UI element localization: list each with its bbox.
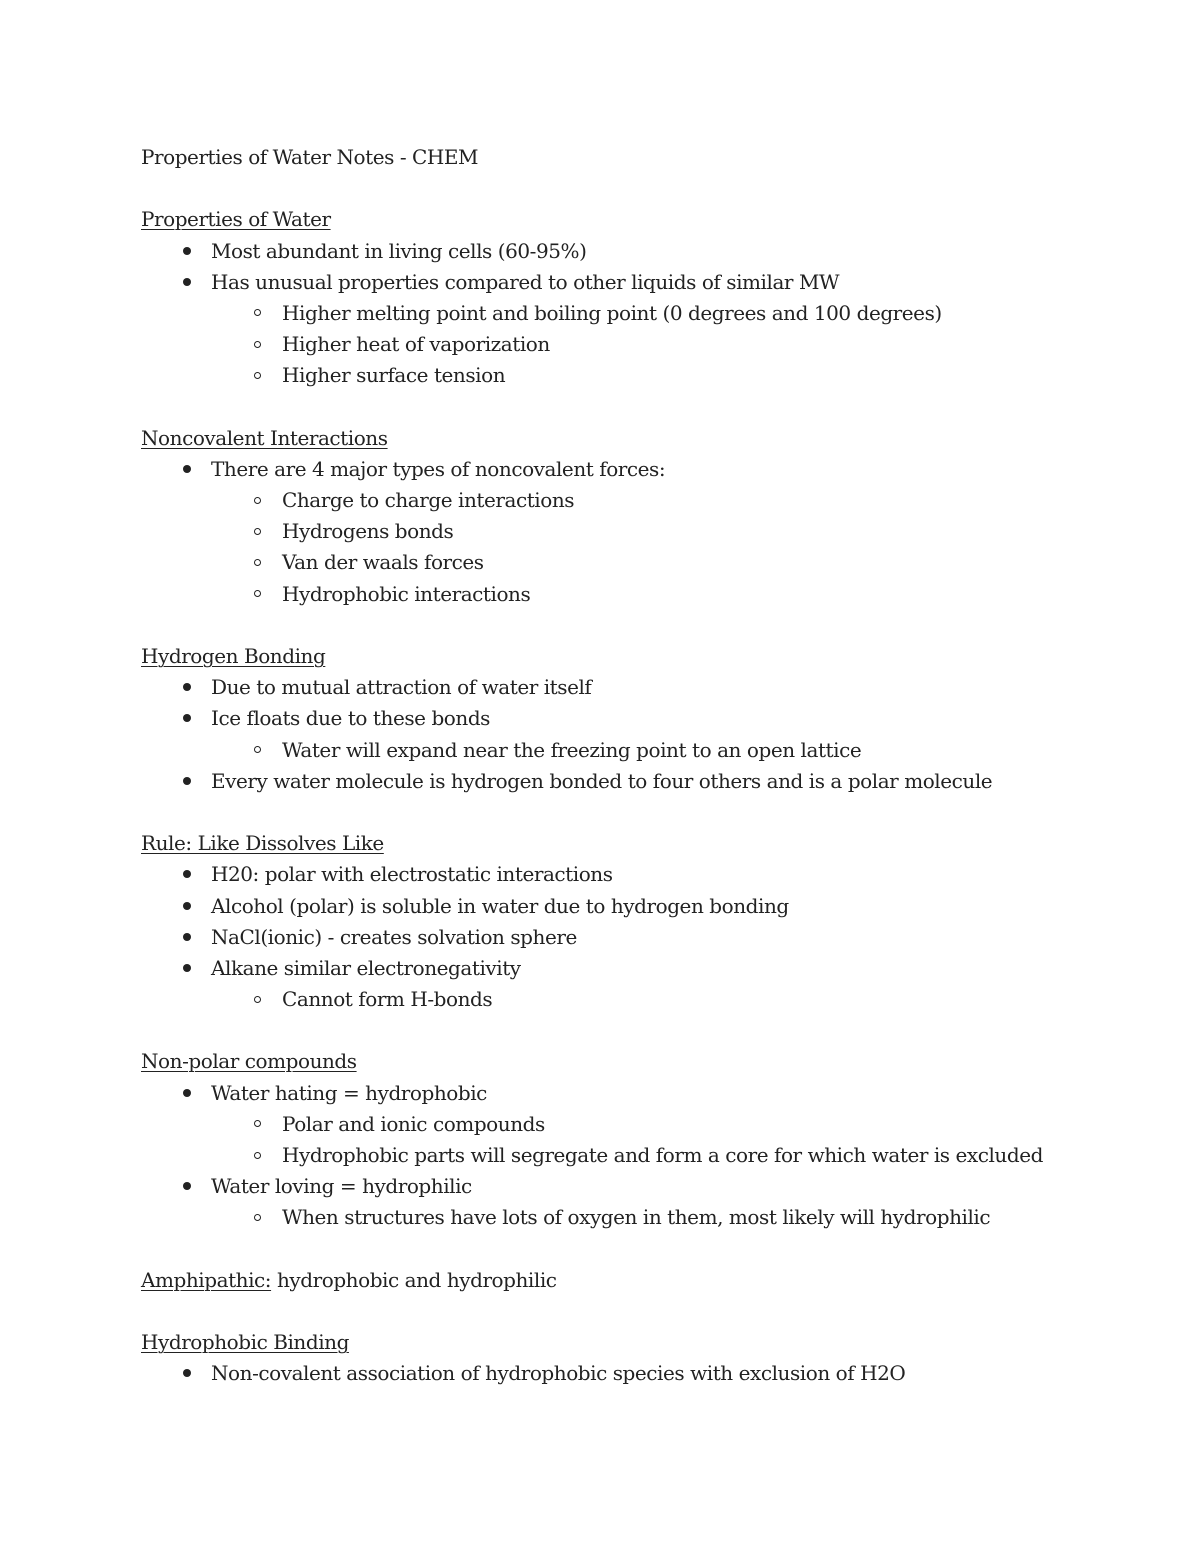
heading-text: Properties of Water	[141, 207, 331, 232]
sub-list-item-text: Higher surface tension	[282, 363, 506, 388]
amphipathic-line	[141, 1265, 1141, 1296]
section-heading-nonpolar	[141, 1046, 1141, 1077]
sub-list-item	[141, 360, 1141, 391]
heading-text: Noncovalent Interactions	[141, 425, 388, 450]
bullet-dot-icon	[177, 1171, 197, 1202]
list-item-text: There are 4 major types of noncovalent forces:	[211, 456, 666, 481]
heading-text: Amphipathic:	[141, 1267, 272, 1292]
spacer	[141, 1296, 1141, 1327]
sub-list-item	[141, 298, 1141, 329]
section-heading-hydrophobic-binding	[141, 1327, 1141, 1358]
list-item-text: Water loving = hydrophilic	[211, 1174, 472, 1199]
section-heading-hydrogen-bonding	[141, 641, 1141, 672]
sub-list-item	[141, 1109, 1141, 1140]
bullet-dot-icon	[177, 454, 197, 485]
list-item	[141, 267, 1141, 298]
bullet-dot-icon	[177, 672, 197, 703]
bullet-ring-icon	[247, 1109, 267, 1140]
list-item	[141, 1358, 1141, 1389]
heading-text: Hydrogen Bonding	[141, 644, 326, 668]
sub-list-item	[141, 735, 1141, 766]
spacer	[141, 797, 1141, 828]
sub-list-item-text: Charge to charge interactions	[282, 488, 575, 513]
bullet-ring-icon	[247, 360, 267, 391]
sub-list-item-text: Higher melting point and boiling point (0 degrees and 100 degrees)	[282, 300, 942, 325]
bullet-ring-icon	[247, 1202, 267, 1233]
sub-list-item	[141, 1140, 1141, 1171]
list-item-text: NaCl(ionic) - creates solvation sphere	[211, 924, 577, 949]
section-heading-noncovalent	[141, 423, 1141, 454]
bullet-ring-icon	[247, 298, 267, 329]
list-item	[141, 922, 1141, 953]
sub-list-item-text: Hydrophobic parts will segregate and form a core for which water is excluded	[282, 1143, 1043, 1167]
list-item-text: Alcohol (polar) is soluble in water due to hydrogen bonding	[211, 893, 789, 918]
amphipathic-definition: hydrophobic and hydrophilic	[271, 1267, 557, 1292]
bullet-ring-icon	[247, 1140, 267, 1171]
list-item	[141, 1078, 1141, 1109]
section-heading-rule	[141, 828, 1141, 859]
sub-list-item-text: Hydrogens bonds	[282, 519, 454, 544]
sub-list-item-text: Water will expand near the freezing point to an open lattice	[282, 737, 862, 762]
sub-list-item-text: Van der waals forces	[282, 550, 484, 575]
bullet-ring-icon	[247, 984, 267, 1015]
list-item-text: Most abundant in living cells (60-95%)	[211, 238, 587, 263]
sub-list-item	[141, 547, 1141, 578]
bullet-ring-icon	[247, 329, 267, 360]
document-page	[141, 142, 1141, 1390]
spacer	[141, 610, 1141, 641]
sub-list-item-text: Polar and ionic compounds	[282, 1111, 545, 1136]
list-item-text: Every water molecule is hydrogen bonded to four others and is a polar molecule	[211, 768, 993, 793]
sub-list-item	[141, 485, 1141, 516]
sub-list-item	[141, 579, 1141, 610]
bullet-dot-icon	[177, 891, 197, 922]
sub-list-item	[141, 984, 1141, 1015]
bullet-dot-icon	[177, 1358, 197, 1389]
list-item	[141, 1171, 1141, 1202]
sub-list-item	[141, 1202, 1141, 1233]
list-item-text: H20: polar with electrostatic interactions	[211, 862, 613, 887]
spacer	[141, 1234, 1141, 1265]
sub-list-item	[141, 329, 1141, 360]
heading-text: Non-polar compounds	[141, 1049, 357, 1074]
spacer	[141, 1015, 1141, 1046]
sub-list-item-text: Higher heat of vaporization	[282, 332, 550, 357]
list-item	[141, 953, 1141, 984]
list-item	[141, 766, 1141, 797]
list-item	[141, 672, 1141, 703]
bullet-dot-icon	[177, 1078, 197, 1109]
list-item-text: Water hating = hydrophobic	[211, 1080, 487, 1105]
list-item-text: Ice floats due to these bonds	[211, 706, 490, 731]
list-item-text: Has unusual properties compared to other liquids of similar MW	[211, 269, 840, 294]
heading-text: Rule: Like Dissolves Like	[141, 831, 384, 856]
sub-list-item-text: Cannot form H-bonds	[282, 987, 493, 1012]
document-title: Properties of Water Notes - CHEM	[141, 145, 479, 169]
list-item-text: Alkane similar electronegativity	[211, 955, 521, 980]
sub-list-item-text: Hydrophobic interactions	[282, 581, 531, 606]
spacer	[141, 173, 1141, 204]
list-item	[141, 891, 1141, 922]
bullet-ring-icon	[247, 485, 267, 516]
heading-text: Hydrophobic Binding	[141, 1330, 349, 1355]
list-item	[141, 703, 1141, 734]
section-heading-properties	[141, 204, 1141, 235]
list-item	[141, 454, 1141, 485]
bullet-ring-icon	[247, 735, 267, 766]
bullet-dot-icon	[177, 236, 197, 267]
list-item-text: Due to mutual attraction of water itself	[211, 675, 592, 700]
bullet-dot-icon	[177, 766, 197, 797]
bullet-dot-icon	[177, 953, 197, 984]
sub-list-item	[141, 516, 1141, 547]
sub-list-item-text: When structures have lots of oxygen in them, most likely will hydrophilic	[282, 1205, 991, 1230]
list-item-text: Non-covalent association of hydrophobic species with exclusion of H2O	[211, 1361, 906, 1386]
bullet-dot-icon	[177, 922, 197, 953]
bullet-ring-icon	[247, 547, 267, 578]
spacer	[141, 392, 1141, 423]
bullet-dot-icon	[177, 859, 197, 890]
list-item	[141, 236, 1141, 267]
list-item	[141, 859, 1141, 890]
bullet-dot-icon	[177, 703, 197, 734]
bullet-dot-icon	[177, 267, 197, 298]
bullet-ring-icon	[247, 579, 267, 610]
bullet-ring-icon	[247, 516, 267, 547]
